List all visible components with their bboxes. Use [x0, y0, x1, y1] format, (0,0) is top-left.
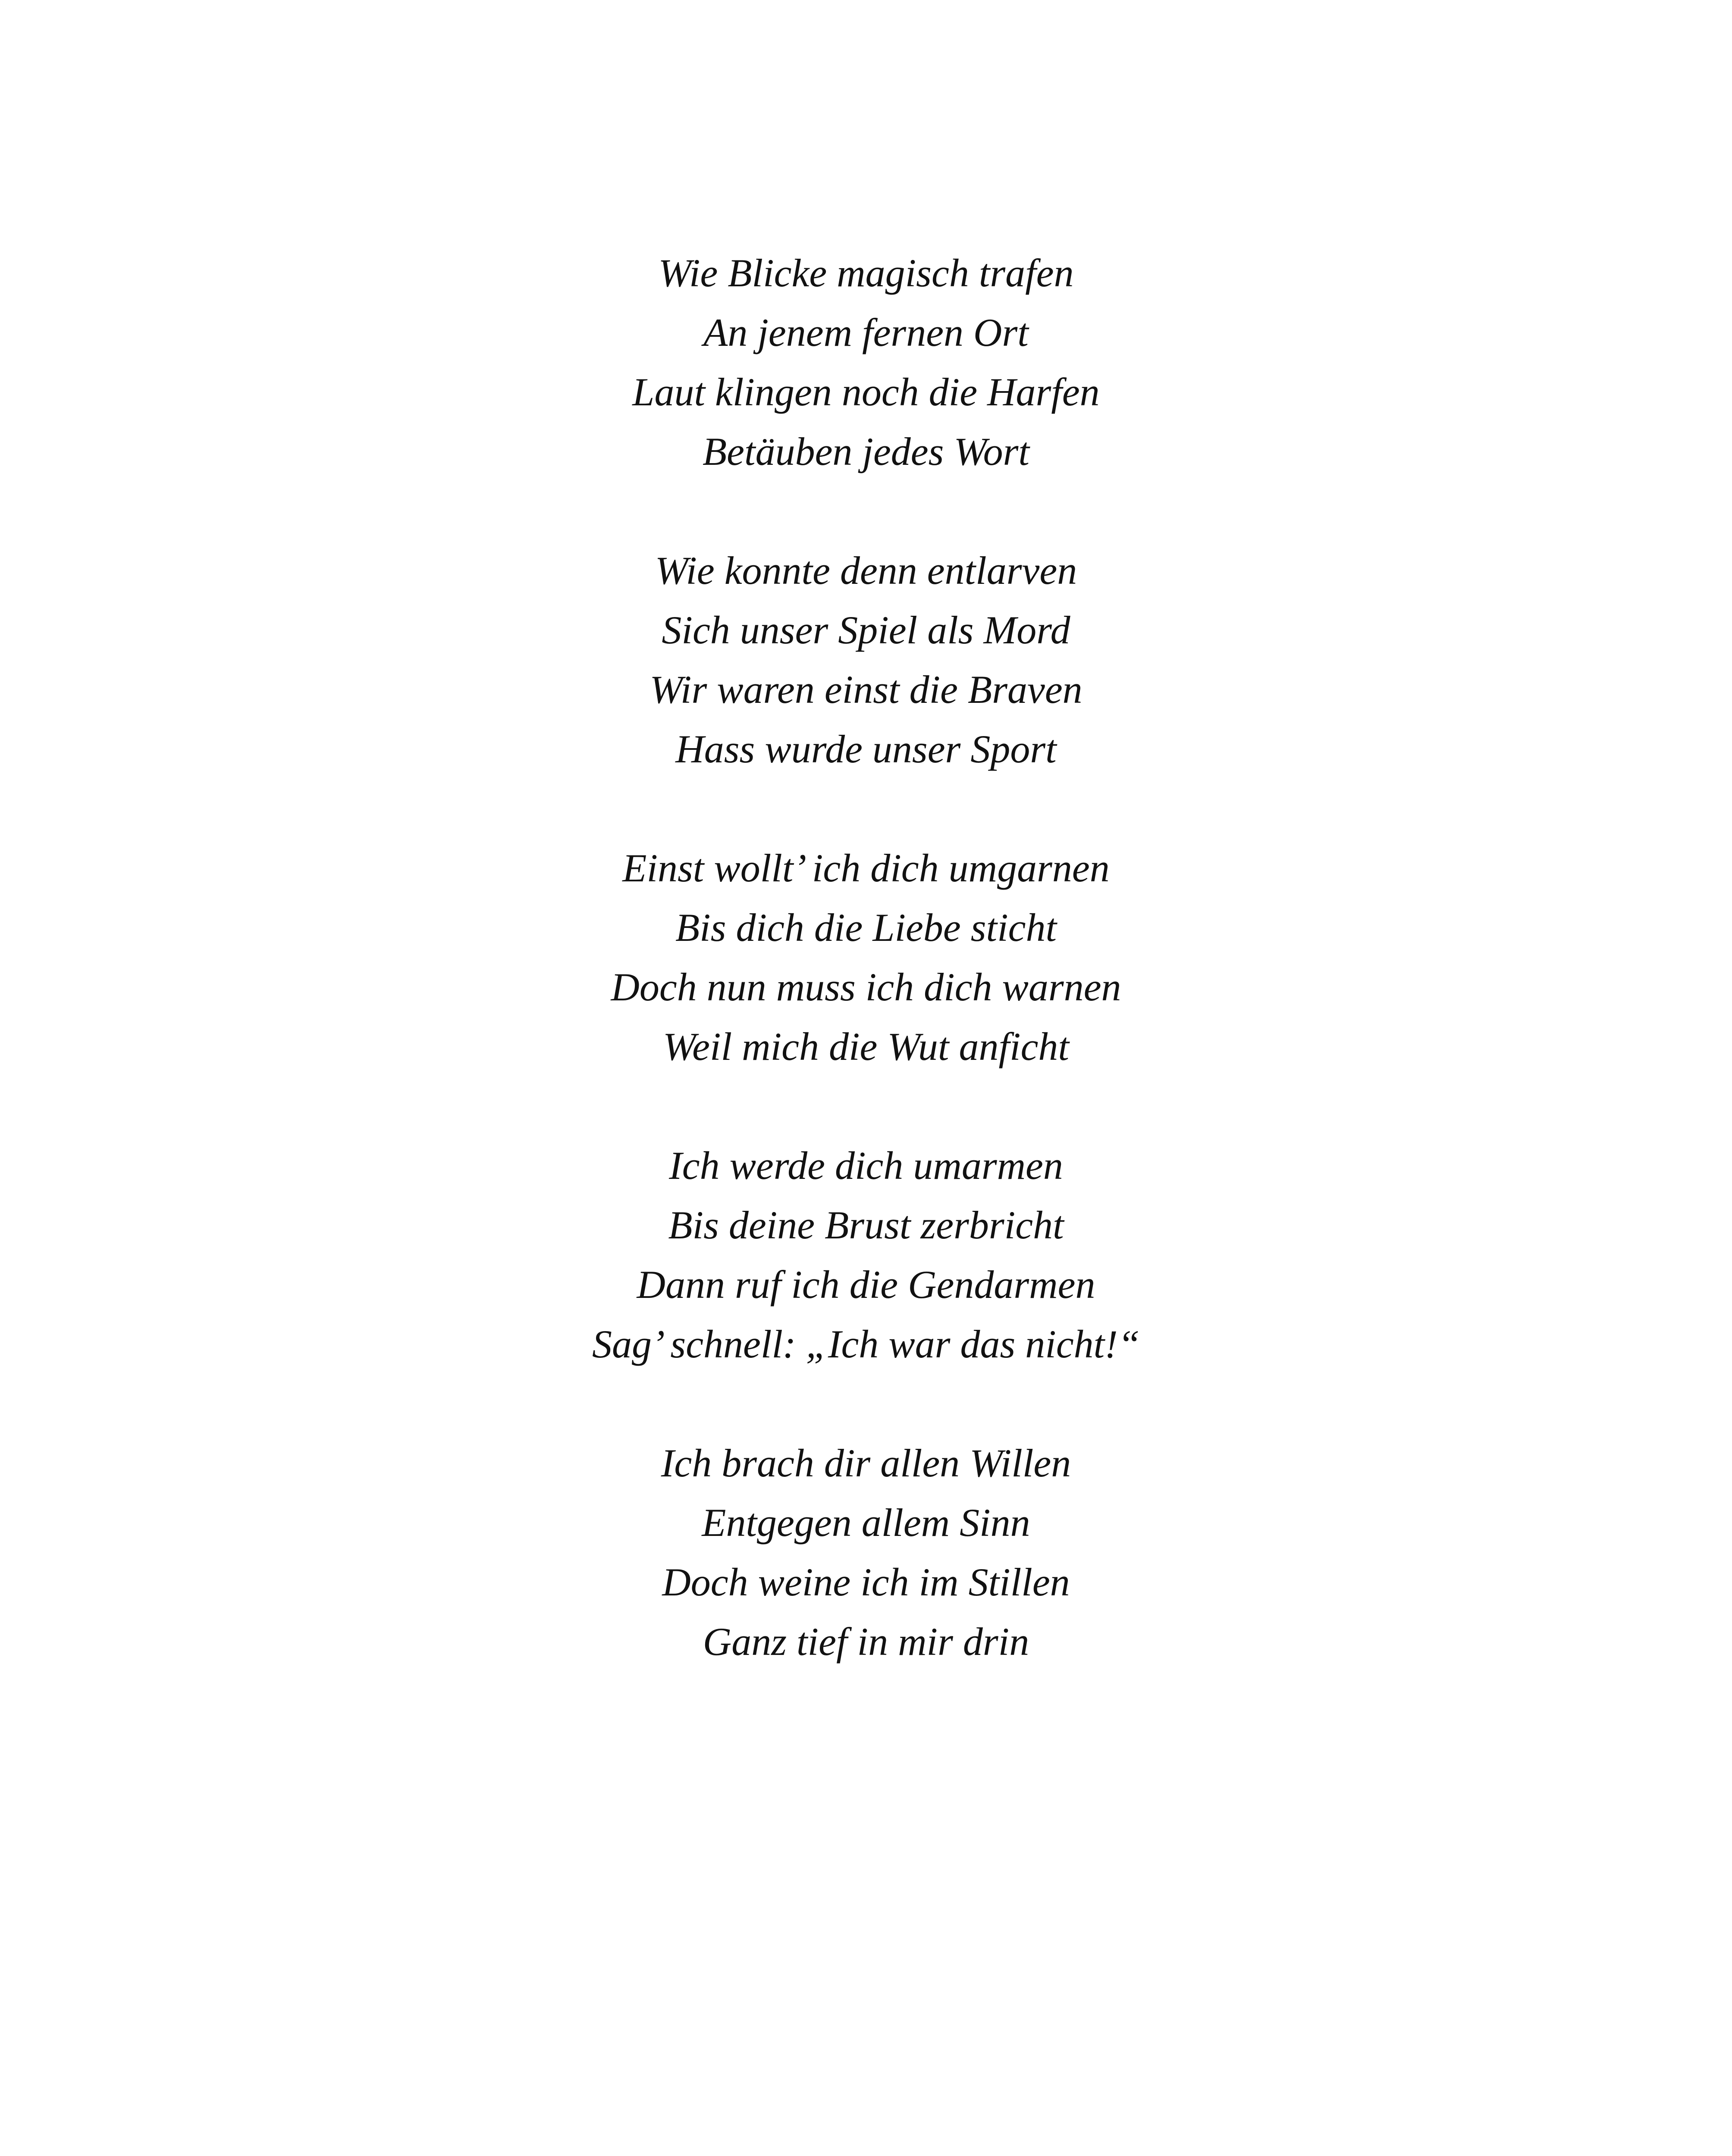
- poem-line: Dann ruf ich die Gendarmen: [637, 1263, 1095, 1307]
- poem-line: Wie Blicke magisch trafen: [658, 251, 1074, 295]
- stanza-3: [0, 838, 1732, 1076]
- poem-line: Ich brach dir allen Willen: [661, 1441, 1071, 1485]
- poem-line: Sag’ schnell: „Ich war das nicht!“: [592, 1322, 1140, 1366]
- poem-line: Weil mich die Wut anficht: [662, 1025, 1069, 1069]
- poem-line: Bis dich die Liebe sticht: [675, 906, 1057, 950]
- poem-line: An jenem fernen Ort: [703, 310, 1029, 354]
- poem-line: Laut klingen noch die Harfen: [632, 370, 1100, 414]
- stanza-2: [0, 541, 1732, 779]
- poem-line: Doch weine ich im Stillen: [662, 1560, 1070, 1604]
- poem: [0, 243, 1732, 1731]
- poem-line: Wie konnte denn entlarven: [655, 548, 1077, 592]
- poem-line: Doch nun muss ich dich warnen: [611, 965, 1121, 1009]
- poem-line: Hass wurde unser Sport: [675, 727, 1057, 771]
- poem-line: Einst wollt’ ich dich umgarnen: [622, 846, 1110, 890]
- poem-line: Betäuben jedes Wort: [702, 429, 1029, 473]
- poem-line: Entgegen allem Sinn: [702, 1501, 1030, 1545]
- poem-line: Ich werde dich umarmen: [669, 1144, 1063, 1188]
- poem-line: Sich unser Spiel als Mord: [662, 608, 1070, 652]
- poem-line: Ganz tief in mir drin: [703, 1620, 1029, 1664]
- stanza-5: [0, 1433, 1732, 1671]
- poem-line: Wir waren einst die Braven: [650, 667, 1082, 711]
- stanza-1: [0, 243, 1732, 481]
- poem-line: Bis deine Brust zerbricht: [668, 1203, 1064, 1247]
- stanza-4: [0, 1136, 1732, 1374]
